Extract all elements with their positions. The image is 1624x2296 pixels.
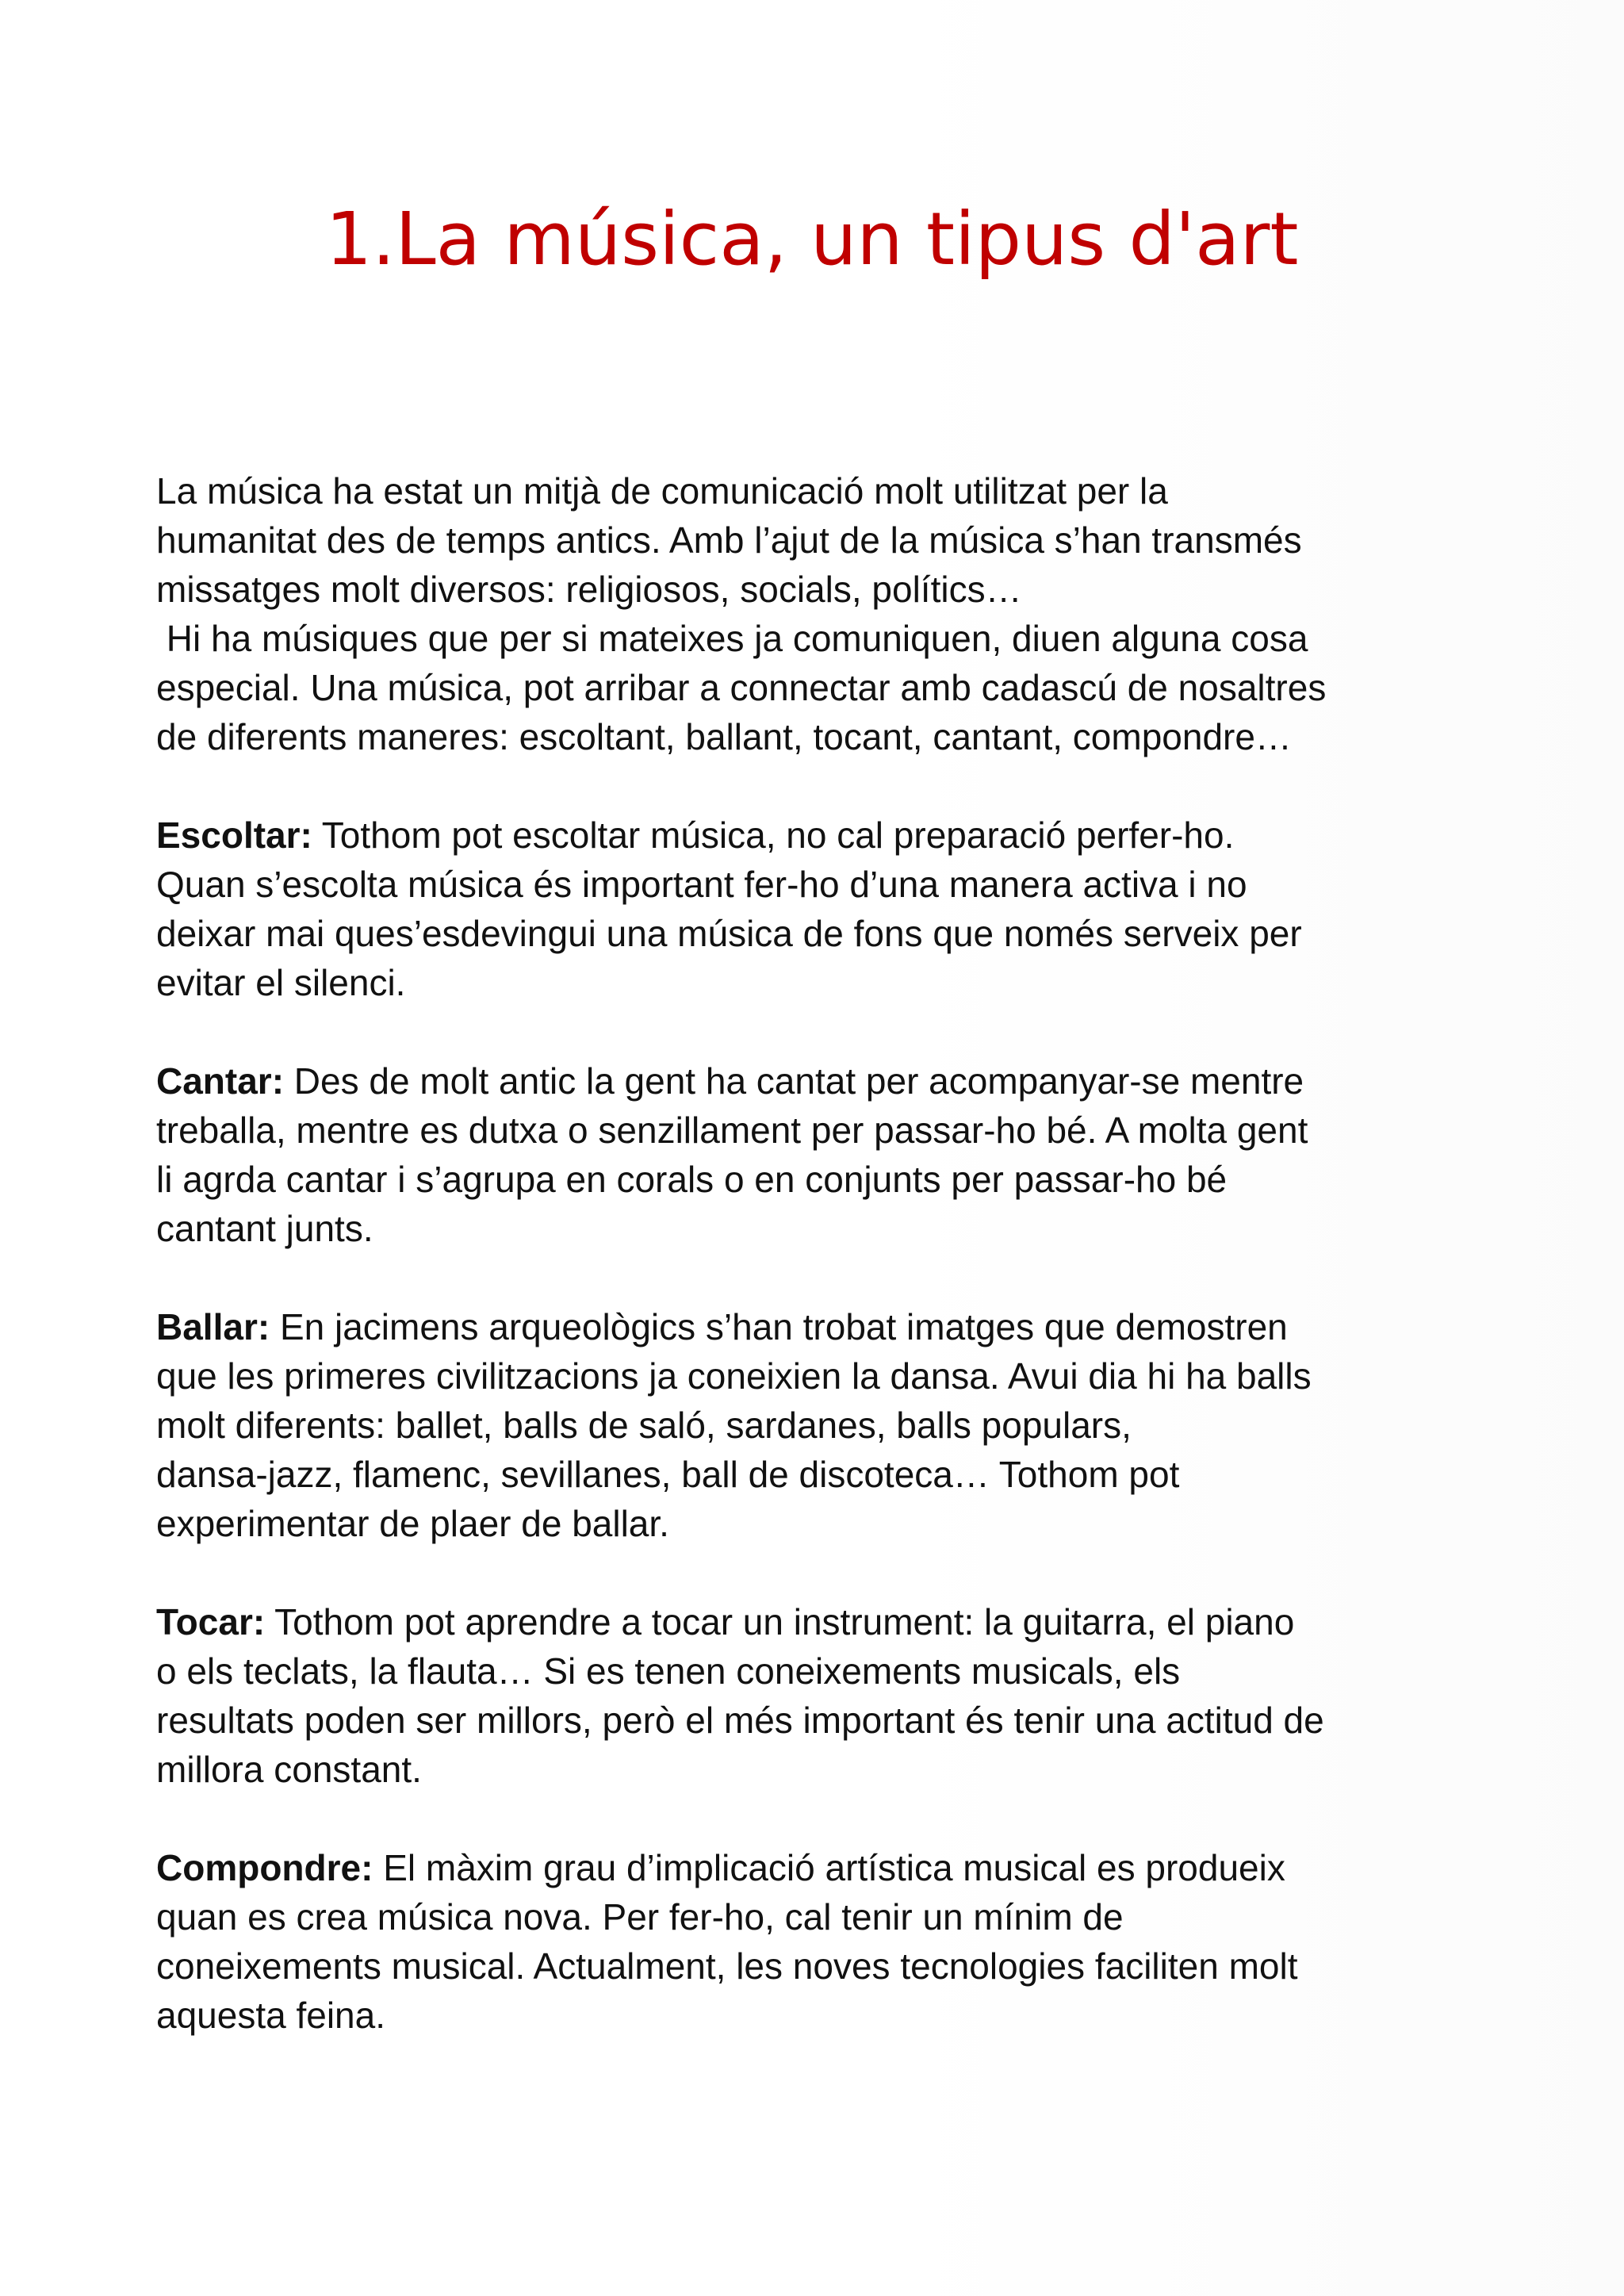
text-line: missatges molt diversos: religiosos, socials, polítics… (156, 569, 1022, 610)
text-line: evitar el silenci. (156, 962, 406, 1003)
section-tocar (156, 1597, 1504, 1794)
section-first-line (156, 1302, 1504, 1351)
text-line: coneixements musical. Actualment, les noves tecnologies faciliten molt (156, 1945, 1298, 1987)
page-title: 1.La música, un tipus d'art (325, 197, 1299, 282)
section-first-line (156, 1597, 1504, 1646)
section-term: Tocar: (156, 1601, 266, 1642)
text-line: aquesta feina. (156, 1995, 386, 2036)
section-term: Compondre: (156, 1847, 373, 1888)
text-line: humanitat des de temps antics. Amb l’ajut de la música s’han transmés (156, 519, 1302, 561)
section-cantar (156, 1056, 1504, 1253)
section-term: Cantar: (156, 1060, 285, 1102)
section-compondre (156, 1843, 1504, 2040)
text-line: especial. Una música, pot arribar a connectar amb cadascú de nosaltres (156, 667, 1327, 708)
text-line: experimentar de plaer de ballar. (156, 1503, 669, 1544)
text-line: dansa-jazz, flamenc, sevillanes, ball de discoteca… Tothom pot (156, 1454, 1180, 1495)
text-line: Hi ha músiques que per si mateixes ja comuniquen, diuen alguna cosa (156, 618, 1308, 659)
text-line: deixar mai ques’esdevingui una música de fons que només serveix per (156, 913, 1302, 954)
section-term: Ballar: (156, 1306, 270, 1347)
document-body (156, 466, 1504, 2089)
text-line: que les primeres civilitzacions ja coneixien la dansa. Avui dia hi ha balls (156, 1355, 1312, 1397)
text-line: resultats poden ser millors, però el més important és tenir una actitud de (156, 1700, 1324, 1741)
text-line: quan es crea música nova. Per fer-ho, cal tenir un mínim de (156, 1896, 1124, 1938)
section-text: Des de molt antic la gent ha cantat per acompanyar-se mentre (284, 1060, 1304, 1102)
text-line: cantant junts. (156, 1208, 373, 1249)
text-line: Quan s’escolta música és important fer-ho d’una manera activa i no (156, 864, 1247, 905)
text-line: de diferents maneres: escoltant, ballant, tocant, cantant, compondre… (156, 716, 1292, 757)
section-text: En jacimens arqueològics s’han trobat imatges que demostren (270, 1306, 1288, 1347)
section-first-line (156, 811, 1504, 860)
text-line: treballa, mentre es dutxa o senzillament per passar-ho bé. A molta gent (156, 1110, 1308, 1151)
text-line: millora constant. (156, 1749, 422, 1790)
section-first-line (156, 1843, 1504, 1892)
text-line: La música ha estat un mitjà de comunicació molt utilitzat per la (156, 470, 1168, 512)
section-ballar (156, 1302, 1504, 1548)
section-text: El màxim grau d’implicació artística musical es produeix (373, 1847, 1285, 1888)
section-escoltar (156, 811, 1504, 1007)
text-line: o els teclats, la flauta… Si es tenen coneixements musicals, els (156, 1650, 1181, 1692)
section-first-line (156, 1056, 1504, 1106)
text-line: molt diferents: ballet, balls de saló, sardanes, balls populars, (156, 1405, 1132, 1446)
intro-paragraph (156, 466, 1504, 761)
section-text: Tothom pot escoltar música, no cal preparació perfer-ho. (312, 815, 1235, 856)
section-term: Escoltar: (156, 815, 312, 856)
section-text: Tothom pot aprendre a tocar un instrument: la guitarra, el piano (265, 1601, 1295, 1642)
text-line: li agrda cantar i s’agrupa en corals o en conjunts per passar-ho bé (156, 1159, 1228, 1200)
